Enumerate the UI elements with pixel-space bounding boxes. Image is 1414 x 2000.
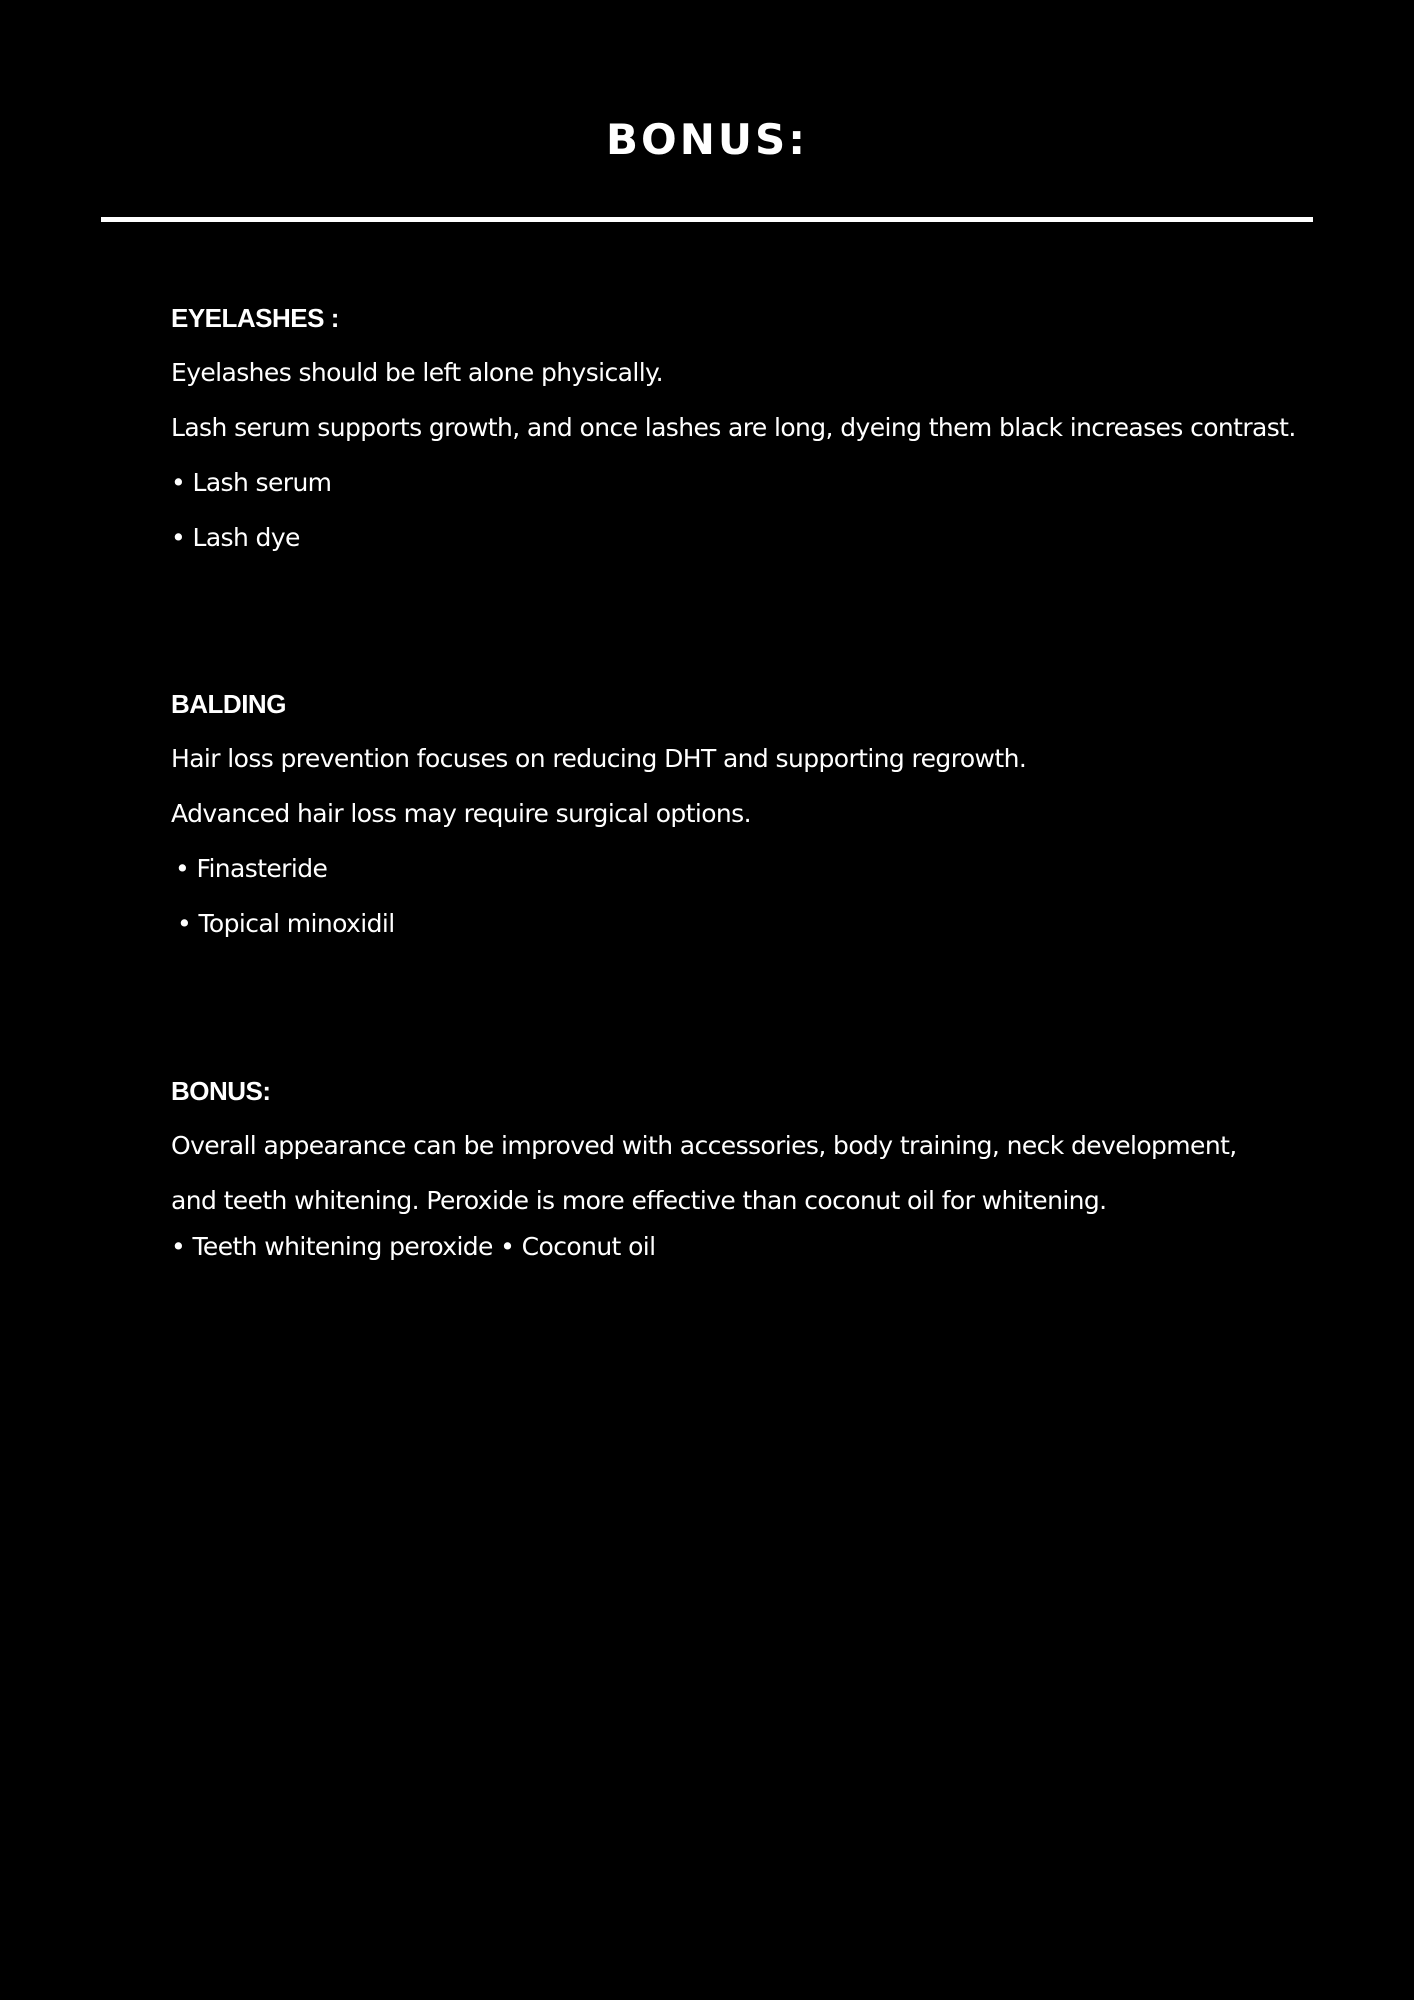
bonus-list-items: • Teeth whitening peroxide • Coconut oil <box>171 1232 656 1261</box>
balding-text-1: Hair loss prevention focuses on reducing DHT and supporting regrowth. <box>171 744 1027 773</box>
balding-list-item-minoxidil: • Topical minoxidil <box>177 909 395 938</box>
section-eyelashes <box>171 296 1351 571</box>
balding-text-2: Advanced hair loss may require surgical options. <box>171 799 751 828</box>
eyelashes-text-1: Eyelashes should be left alone physically. <box>171 358 664 387</box>
bonus-paragraph: Overall appearance can be improved with accessories, body training, neck development, and teeth whitening. Peroxide is more effective than coconut oil for whitening. <box>171 1131 1237 1215</box>
eyelashes-list-item-lash-serum: • Lash serum <box>171 468 332 497</box>
title-divider <box>101 217 1313 222</box>
eyelashes-list-item-lash-dye: • Lash dye <box>171 523 300 552</box>
page-title: BONUS: <box>605 115 809 164</box>
section-heading-balding: BALDING <box>171 689 286 719</box>
section-heading-bonus: BONUS: <box>171 1076 271 1106</box>
section-balding <box>171 682 1351 957</box>
section-heading-eyelashes: EYELASHES : <box>171 303 339 333</box>
eyelashes-text-2: Lash serum supports growth, and once lashes are long, dyeing them black increases contrast. <box>171 413 1296 442</box>
balding-list-item-finasteride: • Finasteride <box>175 854 328 883</box>
section-bonus <box>171 1069 1351 1280</box>
